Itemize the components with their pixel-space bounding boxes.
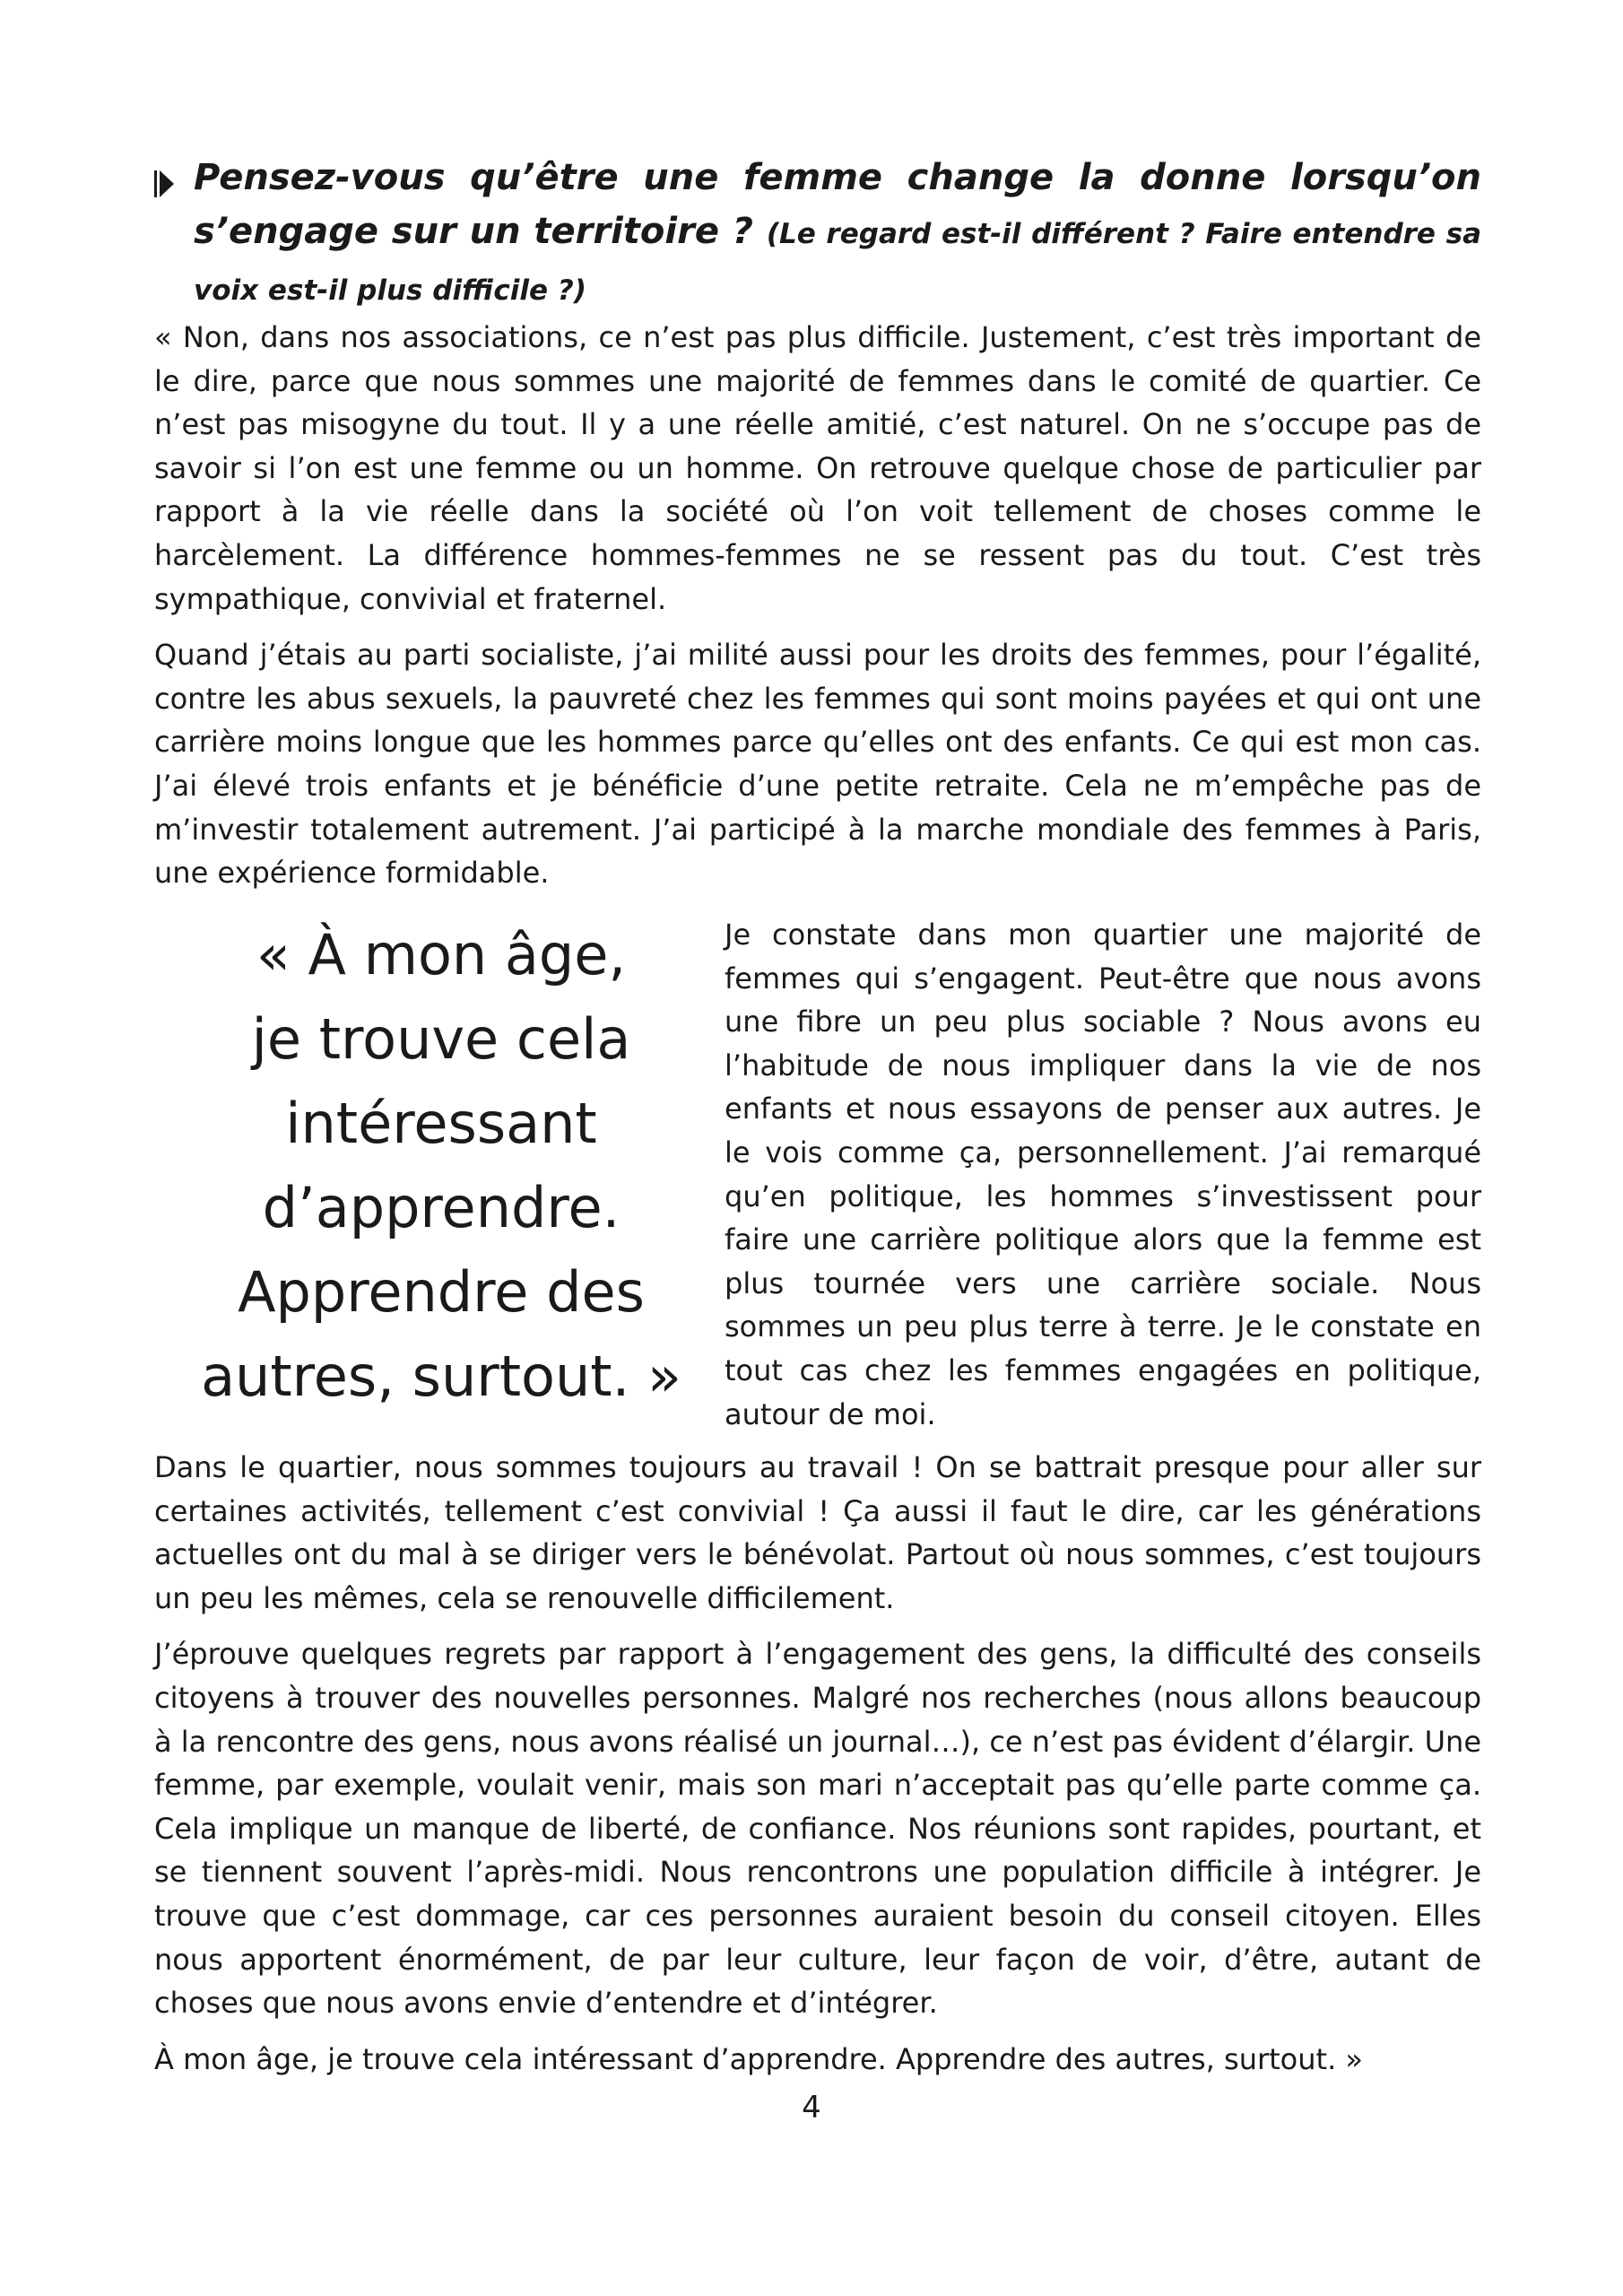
pull-quote-line: intéressant [285,1091,597,1156]
question-sub: (Le regard est-il différent ? Faire entendre sa voix est-il plus difficile ?) [194,218,1482,307]
paragraph: J’éprouve quelques regrets par rapport à l’engagement des gens, la difficulté des conseils citoyens à trouver des nouvelles personnes. Malgré nos recherches (nous allons beaucoup à la rencontre des gens, nous avons réalisé un journal…), ce n’est pas évident d’élargir. Une femme, par exemple, voulait venir, mais son mari n’acceptait pas qu’elle parte comme ça. Cela implique un manque de liberté, de confiance. Nos réunions sont rapides, pourtant, et se tiennent souvent l’après-midi. Nous rencontrons une population difficile à intégrer. Je trouve que c’est dommage, car ces personnes auraient besoin du conseil citoyen. Elles nous apportent énormément, de par leur culture, leur façon de voir, d’être, autant de choses que nous avons envie d’entendre et d’intégrer. [154,1637,1481,2021]
page-number: 4 [802,2090,821,2126]
interview-question [154,151,1481,317]
question-text [194,151,1481,317]
pull-quote [154,913,728,1419]
paragraph: « Non, dans nos associations, ce n’est pas plus difficile. Justement, c’est très important de le dire, parce que nous sommes une majorité de femmes dans le comité de quartier. Ce n’est pas misogyne du tout. Il y a une réelle amitié, c’est naturel. On ne s’occupe pas de savoir si l’on est une femme ou un homme. On retrouve quelque chose de particulier par rapport à la vie réelle dans la société où l’on voit tellement de choses comme le harcèlement. La différence hommes-femmes ne se ressent pas du tout. C’est très sympathique, convivial et fraternel. [154,320,1481,616]
pullquote-section [154,913,1481,1442]
pull-quote-line: « À mon âge, [256,922,627,987]
play-marker-icon [160,170,174,197]
column-paragraph: Je constate dans mon quartier une majorité de femmes qui s’engagent. Peut-être que nous avons une fibre un peu plus sociable ? Nous avons eu l’habitude de nous impliquer dans la vie de nos enfants et nous essayons de penser aux autres. Je le vois comme ça, personnellement. J’ai remarqué qu’en politique, les hommes s’investissent pour faire une carrière politique alors que la femme est plus tournée vers une carrière sociale. Nous sommes un peu plus terre à terre. Je le constate en tout cas chez les femmes engagées en politique, autour de moi. [725,918,1481,1431]
paragraph: Quand j’étais au parti socialiste, j’ai milité aussi pour les droits des femmes, pour l’égalité, contre les abus sexuels, la pauvreté chez les femmes qui sont moins payées et qui ont une carrière moins longue que les hommes parce qu’elles ont des enfants. Ce qui est mon cas. J’ai élevé trois enfants et je bénéficie d’une petite retraite. Cela ne m’empêche pas de m’investir totalement autrement. J’ai participé à la marche mondiale des femmes à Paris, une expérience formidable. [154,638,1481,891]
pull-quote-line: autres, surtout. » [201,1344,681,1409]
pull-quote-line: d’apprendre. [262,1175,621,1240]
pull-quote-line: je trouve cela [251,1006,631,1072]
pull-quote-line: Apprendre des [238,1259,645,1325]
paragraph: Dans le quartier, nous sommes toujours au travail ! On se battrait presque pour aller sur certaines activités, tellement c’est convivial ! Ça aussi il faut le dire, car les générations actuelles ont du mal à se diriger vers le bénévolat. Partout où nous sommes, c’est toujours un peu les mêmes, cela se renouvelle difficilement. [154,1450,1481,1615]
answer-top-block [154,316,1481,908]
answer-bottom-block [154,1446,1481,2093]
paragraph: À mon âge, je trouve cela intéressant d’apprendre. Apprendre des autres, surtout. » [154,2041,1363,2076]
question-main: Pensez-vous qu’être une femme change la donne lorsqu’on s’engage sur un territoire ? [194,157,1481,252]
